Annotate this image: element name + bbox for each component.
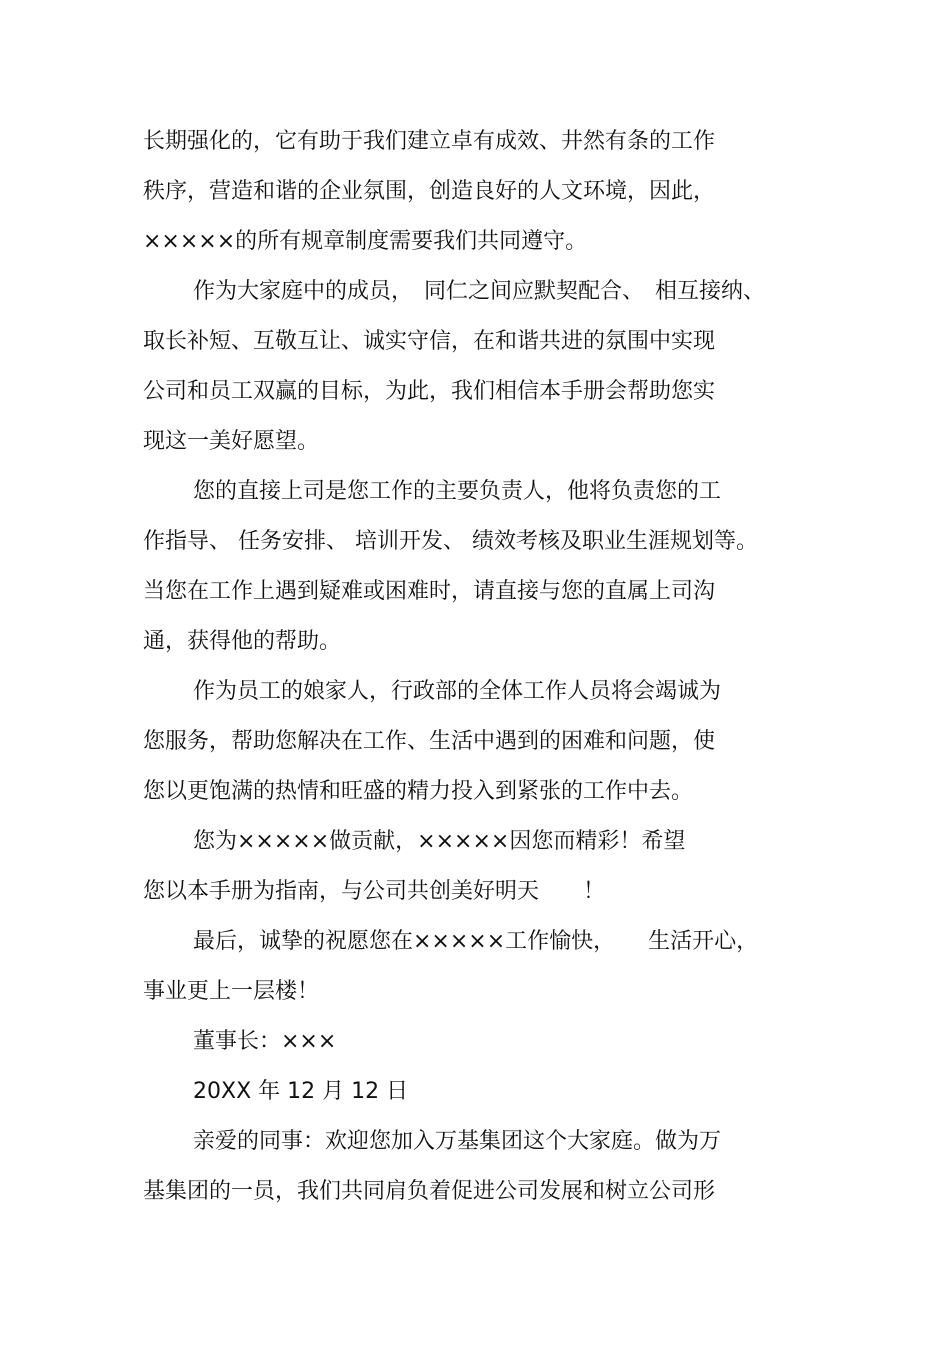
text-line: 您为×××××做贡献，×××××因您而精彩！希望 <box>193 829 686 854</box>
text-line: 亲爱的同事：欢迎您加入万基集团这个大家庭。做为万 <box>193 1129 722 1154</box>
text-line: 您以更饱满的热情和旺盛的精力投入到紧张的工作中去。 <box>143 779 694 804</box>
text-line: 您的直接上司是您工作的主要负责人，他将负责您的工 <box>193 479 722 504</box>
text-line: 事业更上一层楼！ <box>143 979 320 1004</box>
text-line: 作为大家庭中的成员， 同仁之间应默契配合、 相互接纳、 <box>193 279 766 304</box>
date-line: 20XX 年 12 月 12 日 <box>193 1079 409 1104</box>
text-line: 基集团的一员，我们共同肩负着促进公司发展和树立公司形 <box>143 1179 716 1204</box>
text-line: 秩序，营造和谐的企业氛围，创造良好的人文环境，因此， <box>143 179 716 204</box>
text-line: 公司和员工双赢的目标，为此，我们相信本手册会帮助您实 <box>143 379 716 404</box>
text-line: ×××××的所有规章制度需要我们共同遵守。 <box>143 229 588 254</box>
text-line: 现这一美好愿望。 <box>143 429 320 454</box>
text-line: 取长补短、互敬互让、诚实守信，在和谐共进的氛围中实现 <box>143 329 716 354</box>
text-line: 最后，诚挚的祝愿您在×××××工作愉快， 生活开心， <box>193 929 759 954</box>
signature-line: 董事长：××× <box>193 1029 337 1054</box>
text-line: 您服务，帮助您解决在工作、生活中遇到的困难和问题，使 <box>143 729 716 754</box>
text-line: 通，获得他的帮助。 <box>143 629 342 654</box>
text-line: 作为员工的娘家人，行政部的全体工作人员将会竭诚为 <box>193 679 722 704</box>
text-line: 长期强化的，它有助于我们建立卓有成效、井然有条的工作 <box>143 129 716 154</box>
text-line: 当您在工作上遇到疑难或困难时，请直接与您的直属上司沟 <box>143 579 716 604</box>
text-line: 您以本手册为指南，与公司共创美好明天 ！ <box>143 879 606 904</box>
text-line: 作指导、 任务安排、 培训开发、 绩效考核及职业生涯规划等。 <box>143 529 758 554</box>
